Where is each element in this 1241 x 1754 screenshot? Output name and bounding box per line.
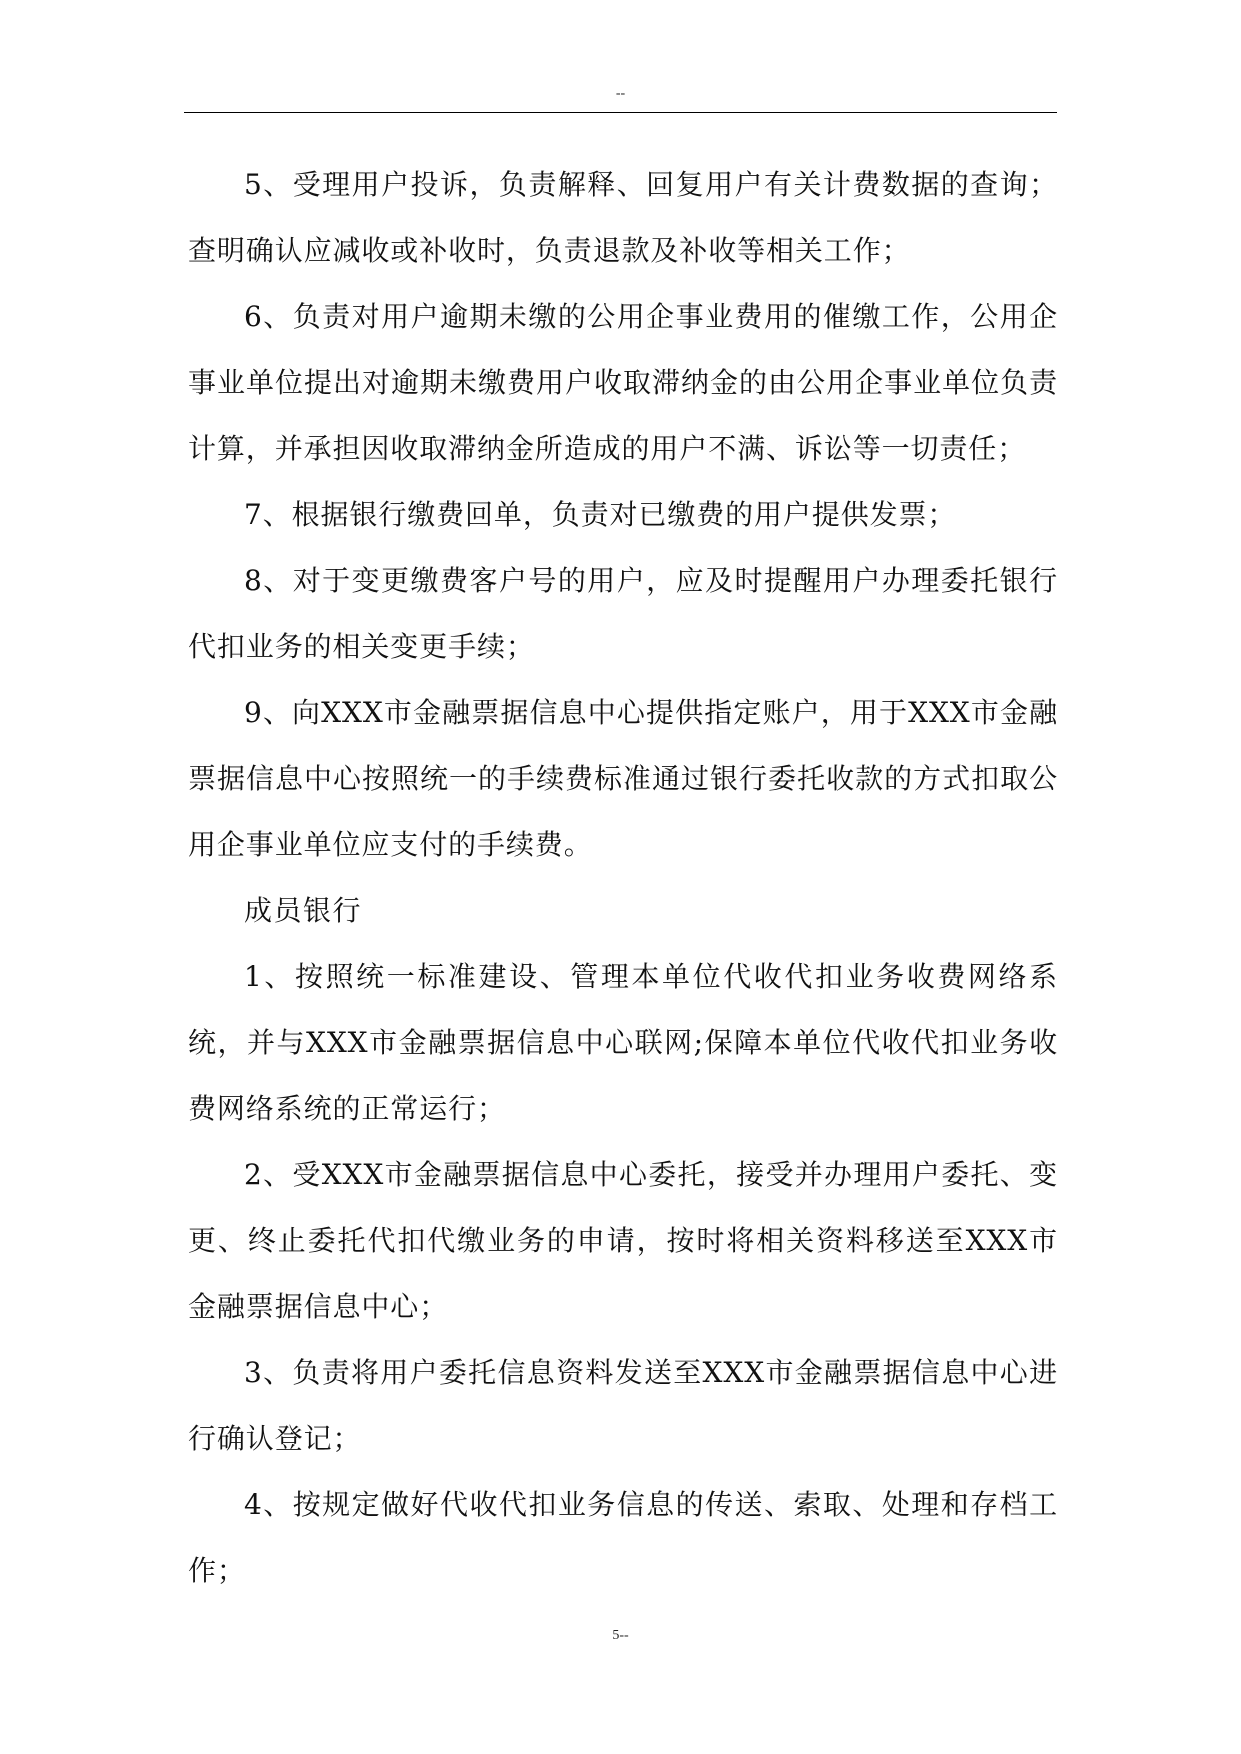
section-heading: 成员银行 <box>244 894 363 927</box>
paragraph-item-2: 2、受XXX市金融票据信息中心委托，接受并办理用户委托、变更、终止委托代扣代缴业务的申请，按时将相关资料移送至XXX市金融票据信息中心； <box>188 1158 1058 1323</box>
paragraph-item-4: 4、按规定做好代收代扣业务信息的传送、索取、处理和存档工作； <box>188 1488 1058 1587</box>
paragraph-item-6: 6、负责对用户逾期未缴的公用企事业费用的催缴工作，公用企事业单位提出对逾期未缴费用户收取滞纳金的由公用企事业单位负责计算，并承担因收取滞纳金所造成的用户不满、诉讼等一切责任； <box>188 300 1058 465</box>
page-number: 5-- <box>612 1628 629 1643</box>
paragraph-item-9: 9、向XXX市金融票据信息中心提供指定账户，用于XXX市金融票据信息中心按照统一的手续费标准通过银行委托收款的方式扣取公用企事业单位应支付的手续费。 <box>188 696 1058 861</box>
paragraph-item-1: 1、按照统一标准建设、管理本单位代收代扣业务收费网络系统，并与XXX市金融票据信息中心联网;保障本单位代收代扣业务收费网络系统的正常运行； <box>188 960 1058 1125</box>
paragraph-item-7: 7、根据银行缴费回单，负责对已缴费的用户提供发票； <box>244 498 957 531</box>
document-body <box>188 152 1058 1604</box>
header-divider <box>184 112 1057 113</box>
page-header: -- <box>615 86 626 101</box>
paragraph-item-8: 8、对于变更缴费客户号的用户，应及时提醒用户办理委托银行代扣业务的相关变更手续； <box>188 564 1058 663</box>
paragraph-item-5: 5、受理用户投诉，负责解释、回复用户有关计费数据的查询；查明确认应减收或补收时，负责退款及补收等相关工作； <box>188 168 1058 267</box>
paragraph-item-3: 3、负责将用户委托信息资料发送至XXX市金融票据信息中心进行确认登记； <box>188 1356 1058 1455</box>
